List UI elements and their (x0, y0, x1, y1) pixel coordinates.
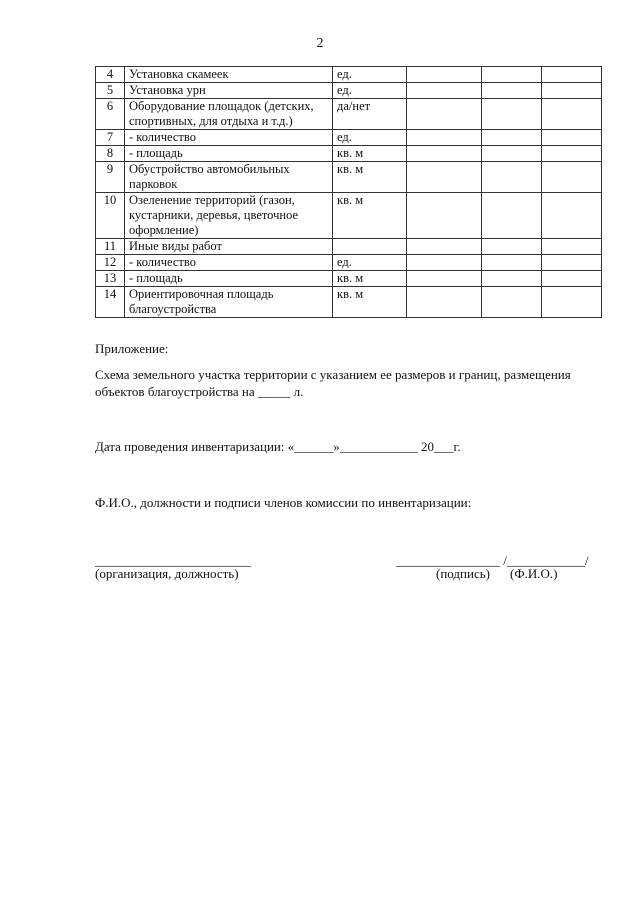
row-unit: кв. м (333, 162, 407, 193)
row-value-cell[interactable] (482, 255, 542, 271)
row-value-cell[interactable] (542, 83, 602, 99)
row-name: - количество (125, 130, 333, 146)
row-value-cell[interactable] (407, 67, 482, 83)
row-value-cell[interactable] (542, 67, 602, 83)
row-name: Ориентировочная площадь благоустройства (125, 287, 333, 318)
table-row (96, 99, 602, 130)
row-name: Установка урн (125, 83, 333, 99)
row-unit: ед. (333, 255, 407, 271)
page-number: 2 (316, 36, 324, 51)
row-number: 13 (96, 271, 125, 287)
row-value-cell[interactable] (542, 162, 602, 193)
row-value-cell[interactable] (407, 162, 482, 193)
row-unit (333, 239, 407, 255)
signature-caption: (подпись) (436, 566, 490, 581)
table-row (96, 271, 602, 287)
row-name: Иные виды работ (125, 239, 333, 255)
organization-signature-line: ________________________ (95, 553, 251, 568)
row-name: - площадь (125, 146, 333, 162)
table-row (96, 239, 602, 255)
row-value-cell[interactable] (407, 99, 482, 130)
row-number: 7 (96, 130, 125, 146)
inventory-date-field: Дата проведения инвентаризации: «______»____________ 20___г. (95, 439, 461, 454)
table-row (96, 255, 602, 271)
row-unit: кв. м (333, 271, 407, 287)
row-name: Озеленение территорий (газон, кустарники, деревья, цветочное оформление) (125, 193, 333, 239)
row-value-cell[interactable] (407, 287, 482, 318)
appendix-title: Приложение: (95, 341, 169, 356)
table-row (96, 130, 602, 146)
row-value-cell[interactable] (407, 146, 482, 162)
row-unit: кв. м (333, 287, 407, 318)
signature-name-line: ________________ /____________/ (396, 553, 589, 568)
row-value-cell[interactable] (482, 146, 542, 162)
row-number: 9 (96, 162, 125, 193)
row-number: 6 (96, 99, 125, 130)
row-number: 11 (96, 239, 125, 255)
row-unit: кв. м (333, 146, 407, 162)
full-name-caption: (Ф.И.О.) (510, 566, 558, 581)
row-number: 12 (96, 255, 125, 271)
row-value-cell[interactable] (407, 130, 482, 146)
row-number: 10 (96, 193, 125, 239)
row-name: - количество (125, 255, 333, 271)
row-value-cell[interactable] (542, 239, 602, 255)
row-value-cell[interactable] (482, 271, 542, 287)
table-row (96, 67, 602, 83)
row-number: 4 (96, 67, 125, 83)
row-unit: кв. м (333, 193, 407, 239)
row-unit: ед. (333, 67, 407, 83)
table-row (96, 193, 602, 239)
row-number: 5 (96, 83, 125, 99)
row-unit: ед. (333, 83, 407, 99)
row-name: Оборудование площадок (детских, спортивных, для отдыха и т.д.) (125, 99, 333, 130)
row-unit: да/нет (333, 99, 407, 130)
row-value-cell[interactable] (482, 287, 542, 318)
table-row (96, 146, 602, 162)
row-value-cell[interactable] (482, 239, 542, 255)
table-row (96, 287, 602, 318)
row-value-cell[interactable] (542, 255, 602, 271)
row-number: 8 (96, 146, 125, 162)
organization-position-caption: (организация, должность) (95, 566, 239, 581)
inventory-table (95, 66, 602, 318)
commission-label: Ф.И.О., должности и подписи членов комиссии по инвентаризации: (95, 495, 472, 510)
table-row (96, 162, 602, 193)
row-value-cell[interactable] (542, 99, 602, 130)
row-value-cell[interactable] (542, 146, 602, 162)
row-value-cell[interactable] (407, 239, 482, 255)
row-value-cell[interactable] (542, 193, 602, 239)
row-value-cell[interactable] (407, 193, 482, 239)
row-name: - площадь (125, 271, 333, 287)
row-value-cell[interactable] (542, 271, 602, 287)
row-value-cell[interactable] (482, 193, 542, 239)
row-unit: ед. (333, 130, 407, 146)
row-value-cell[interactable] (407, 255, 482, 271)
row-value-cell[interactable] (482, 83, 542, 99)
row-value-cell[interactable] (407, 271, 482, 287)
row-value-cell[interactable] (542, 130, 602, 146)
row-number: 14 (96, 287, 125, 318)
table-row (96, 83, 602, 99)
row-value-cell[interactable] (407, 83, 482, 99)
row-name: Установка скамеек (125, 67, 333, 83)
row-value-cell[interactable] (482, 99, 542, 130)
appendix-text: Схема земельного участка территории с указанием ее размеров и границ, размещения объектов благоустройства на _____ л. (95, 367, 571, 399)
row-value-cell[interactable] (542, 287, 602, 318)
row-value-cell[interactable] (482, 130, 542, 146)
row-value-cell[interactable] (482, 67, 542, 83)
row-value-cell[interactable] (482, 162, 542, 193)
row-name: Обустройство автомобильных парковок (125, 162, 333, 193)
